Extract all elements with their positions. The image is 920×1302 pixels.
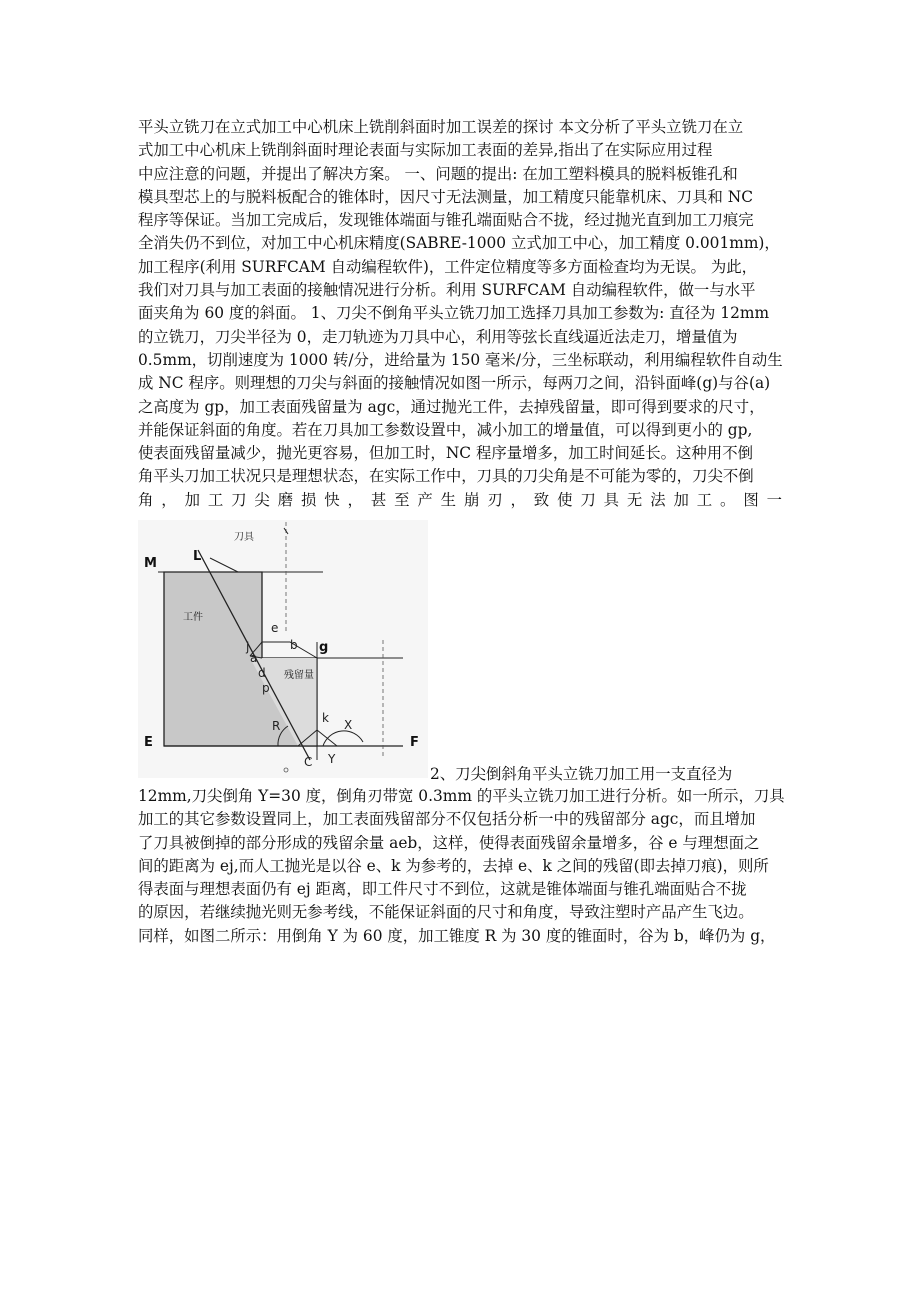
text-line: 程序等保证。当加工完成后，发现锥体端面与锥孔端面贴合不拢，经过抛光直到加工刀痕完 [138,211,754,230]
figure-1-diagram [138,520,428,778]
label-residual: 残留量 [284,670,314,681]
text-line: 式加工中心机床上铣削斜面时理论表面与实际加工表面的差异,指出了在实际应用过程 [138,141,713,160]
label-r: R [272,719,281,733]
text-line: 了刀具被倒掉的部分形成的残留余量 aeb，这样，使得表面残留余量增多，谷 e 与理想面之 [138,833,760,852]
text-line: 全消失仍不到位，对加工中心机床精度(SABRE-1000 立式加工中心，加工精度 0.001mm)， [138,234,780,253]
label-workpiece: 工件 [183,612,203,623]
label-c: C [304,755,313,769]
paragraph-2 [138,785,785,948]
text-line: 面夹角为 60 度的斜面。 1、刀尖不倒角平头立铣刀加工选择刀具加工参数为: 直径为 12mm [138,304,770,323]
label-tool: 刀具 [234,532,254,543]
label-x: X [344,718,353,732]
text-line: 角平头刀加工状况只是理想状态，在实际工作中，刀具的刀尖角是不可能为零的，刀尖不倒 [138,467,754,486]
text-line: 中应注意的问题，并提出了解决方案。 一、问题的提出: 在加工塑料模具的脱料板锥孔和 [138,164,738,183]
text-line: 0.5mm，切削速度为 1000 转/分，进给量为 150 毫米/分，三坐标联动，利用编程软件自动生 [138,350,783,369]
text-line: 成 NC 程序。则理想的刀尖与斜面的接触情况如图一所示，每两刀之间，沿钭面峰(g)与谷(a) [138,374,771,393]
text-line: 的立铣刀，刀尖半径为 0，走刀轨迹为刀具中心，利用等弦长直线逼近法走刀，增量值为 [138,327,738,346]
label-e-corner: E [144,735,153,750]
text-line: 间的距离为 ej,而人工抛光是以谷 e、k 为参考的，去掉 e、k 之间的残留(即去掉刀痕)，则所 [138,856,769,875]
label-k: k [322,711,329,725]
text-line: 之高度为 gp，加工表面残留量为 agc，通过抛光工件，去掉残留量，即可得到要求的尺寸， [138,397,765,416]
label-y: Y [328,752,336,766]
label-b: b [290,638,298,652]
label-e: e [271,621,279,635]
label-p: p [262,681,270,695]
text-line: 平头立铣刀在立式加工中心机床上铣削斜面时加工误差的探讨 本文分析了平头立铣刀在立 [138,118,744,136]
text-line: 的原因，若继续抛光则无参考线，不能保证斜面的尺寸和角度，导致注塑时产品产生飞边。 [138,903,754,922]
text-line: 并能保证斜面的角度。若在刀具加工参数设置中，减小加工的增量值，可以得到更小的 gp, [138,420,753,439]
label-f: F [410,735,419,750]
text-line: 我们对刀具与加工表面的接触情况进行分析。利用 SURFCAM 自动编程软件，做一与水平 [138,281,756,300]
label-g: g [319,640,329,655]
text-line: 加工程序(利用 SURFCAM 自动编程软件)，工件定位精度等多方面检查均为无误。 为此， [138,257,758,276]
paragraph-1 [138,116,782,512]
paragraph-2-first-line: 2、刀尖倒斜角平头立铣刀加工用一支直径为 [430,765,733,783]
text-line: 加工的其它参数设置同上，加工表面残留部分不仅包括分析一中的残留部分 agc，而且增加 [138,810,756,829]
label-j: j [246,640,250,654]
text-line: 得表面与理想表面仍有 ej 距离，即工件尺寸不到位，这就是锥体端面与锥孔端面贴合不拢 [138,880,747,899]
text-line: 角，加工刀尖磨损快，甚至产生崩刃，致使刀具无法加工。图一 [138,490,782,509]
text-line: 同样，如图二所示：用倒角 Y 为 60 度，加工锥度 R 为 30 度的锥面时，谷为 b，峰仍为 g， [138,926,776,945]
label-a: a [250,651,258,665]
text-line: 使表面残留量减少，抛光更容易，但加工时，NC 程序量增多，加工时间延长。这种用不倒 [138,444,753,463]
label-d: d [258,666,266,680]
label-m: M [144,556,157,571]
text-line: 模具型芯上的与脱料板配合的锥体时，因尺寸无法测量，加工精度只能靠机床、刀具和 NC [138,187,753,206]
label-l: L [193,549,202,564]
text-line: 12mm,刀尖倒角 Y=30 度，倒角刃带宽 0.3mm 的平头立铣刀加工进行分析。如一所示，刀具 [138,787,785,805]
